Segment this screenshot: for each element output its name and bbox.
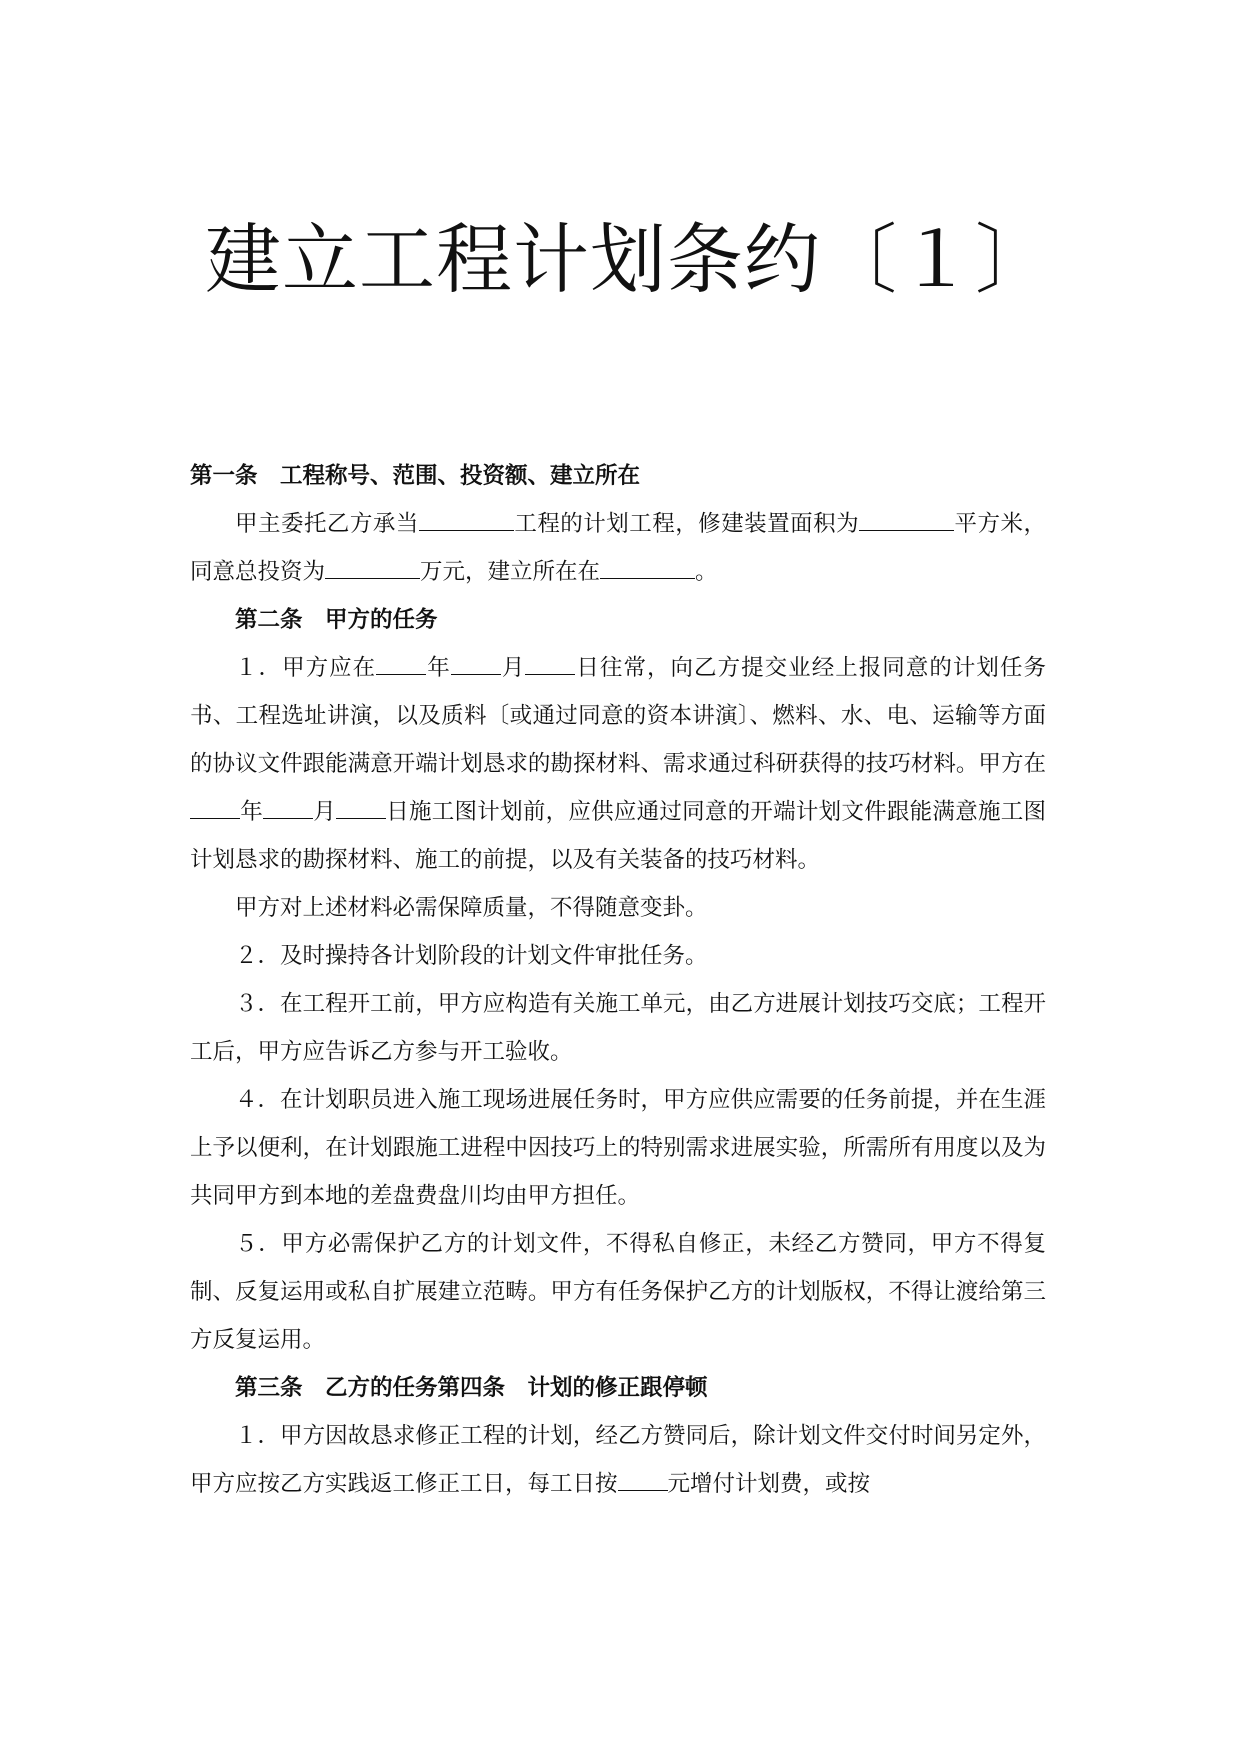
fill-blank[interactable]: [336, 798, 386, 819]
article-3-item-1: [190, 1412, 1046, 1508]
text-segment: 年: [426, 655, 451, 681]
fill-blank[interactable]: [190, 798, 240, 819]
text-segment: 年: [240, 799, 264, 825]
text-segment: 月: [313, 799, 337, 825]
article-2-item-5: ５．甲方必需保护乙方的计划文件，不得私自修正，未经乙方赞同，甲方不得复制、反复运用或私自扩展建立范畴。甲方有任务保护乙方的计划版权，不得让渡给第三方反复运用。: [190, 1231, 1046, 1353]
article-1-paragraph: [190, 500, 1046, 596]
document-title: 建立工程计划条约〔１〕: [205, 215, 1052, 304]
article-2-item-2: ２．及时操持各计划阶段的计划文件审批任务。: [235, 943, 708, 969]
article-2-item-1: [190, 644, 1046, 884]
text-segment: １．甲方应在: [235, 655, 377, 681]
fill-blank[interactable]: [263, 798, 313, 819]
text-segment: 万元，建立所在在: [420, 559, 601, 585]
fill-blank[interactable]: [451, 654, 501, 675]
article-2-heading: 第二条 甲方的任务: [235, 607, 438, 633]
fill-blank[interactable]: [618, 1470, 668, 1491]
fill-blank[interactable]: [525, 654, 575, 675]
article-2-quality-note: 甲方对上述材料必需保障质量，不得随意变卦。: [235, 895, 708, 921]
text-segment: 月: [500, 655, 526, 681]
document-body: [190, 452, 1046, 1508]
text-segment: １．甲方因故恳求修正工程的计划，经乙方赞同后，除计划文件交付时间另定外，甲方应按乙方实践返工修正工日，每工日按: [190, 1423, 1046, 1497]
fill-blank[interactable]: [419, 510, 514, 531]
article-2-item-3: ３．在工程开工前，甲方应构造有关施工单元，由乙方进展计划技巧交底；工程开工后，甲方应告诉乙方参与开工验收。: [190, 991, 1046, 1065]
fill-blank[interactable]: [376, 654, 426, 675]
fill-blank[interactable]: [600, 558, 695, 579]
text-segment: 元增付计划费，或按: [667, 1471, 871, 1497]
fill-blank[interactable]: [325, 558, 420, 579]
article-1-heading: 第一条 工程称号、范围、投资额、建立所在: [190, 463, 641, 489]
text-segment: 工程的计划工程，修建装置面积为: [513, 511, 860, 537]
text-segment: 甲主委托乙方承当: [235, 511, 419, 537]
text-segment: 平方米，同意总投资为: [190, 511, 1046, 585]
text-segment: 日往常，向乙方提交业经上报同意的计划任务书、工程选址讲演，以及质料〔或通过同意的资本讲演〕、燃料、水、电、运输等方面的协议文件跟能满意开端计划恳求的勘探材料、需求通过科研获得的技巧材料。甲方在: [190, 655, 1046, 777]
text-segment: 日施工图计划前，应供应通过同意的开端计划文件跟能满意施工图计划恳求的勘探材料、施工的前提，以及有关装备的技巧材料。: [190, 799, 1046, 873]
fill-blank[interactable]: [859, 510, 954, 531]
article-3-heading: 第三条 乙方的任务第四条 计划的修正跟停顿: [235, 1375, 708, 1401]
text-segment: 。: [695, 559, 718, 585]
article-2-item-4: ４．在计划职员进入施工现场进展任务时，甲方应供应需要的任务前提，并在生涯上予以便利，在计划跟施工进程中因技巧上的特别需求进展实验，所需所有用度以及为共同甲方到本地的差盘费盘川均由甲方担任。: [190, 1087, 1046, 1209]
